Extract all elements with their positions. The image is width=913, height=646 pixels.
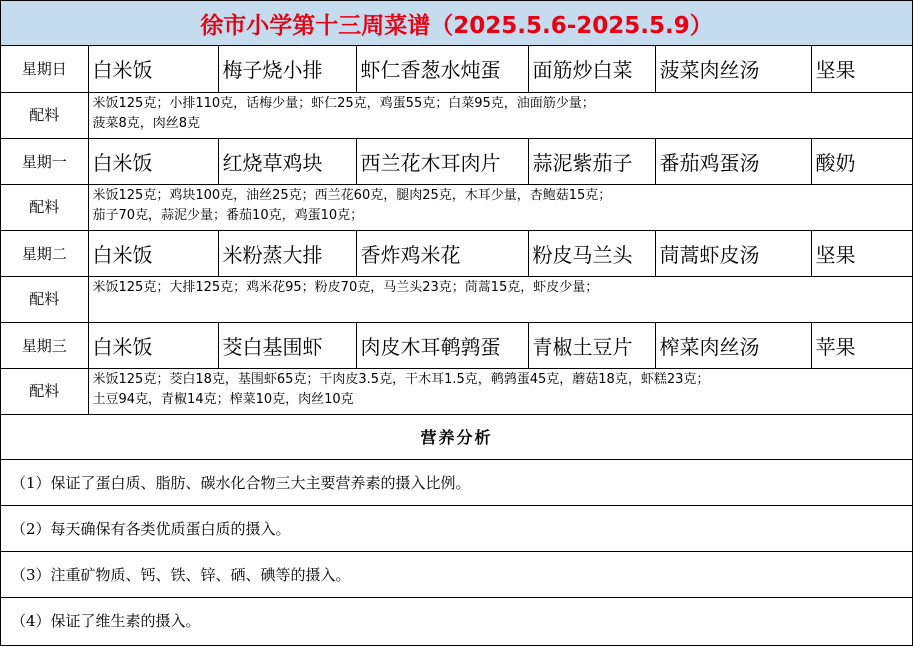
nutrition-row [1, 551, 912, 597]
dish-side-dish: 西兰花木耳肉片 [356, 138, 528, 184]
dish-side-dish: 虾仁香葱水炖蛋 [356, 46, 528, 92]
dish-row [1, 138, 912, 184]
ingredients-line: 茄子70克，蒜泥少量；番茄10克，鸡蛋10克； [92, 207, 364, 223]
ingredients-row [1, 184, 912, 230]
nutrition-row [1, 459, 912, 505]
nutrition-item: （2）每天确保有各类优质蛋白质的摄入。 [1, 505, 912, 551]
dish-row [1, 322, 912, 368]
menu-table [1, 46, 912, 643]
dish-staple: 白米饭 [88, 46, 218, 92]
day-label: 星期三 [1, 322, 88, 368]
dish-row [1, 46, 912, 92]
ingredients-label: 配料 [1, 368, 88, 414]
dish-main-dish: 米粉蒸大排 [218, 230, 356, 276]
dish-main-dish: 红烧草鸡块 [218, 138, 356, 184]
dish-soup: 番茄鸡蛋汤 [655, 138, 811, 184]
ingredients-line: 米饭125克；大排125克；鸡米花95；粉皮70克，马兰头23克；茼蒿15克，虾皮少量； [92, 279, 599, 295]
ingredients-line: 米饭125克；鸡块100克，油丝25克；西兰花60克，腿肉25克，木耳少量，杏鲍菇15克； [92, 187, 612, 203]
dish-soup: 菠菜肉丝汤 [655, 46, 811, 92]
dish-side-dish: 香炸鸡米花 [356, 230, 528, 276]
day-label: 星期二 [1, 230, 88, 276]
dish-vegetable: 青椒土豆片 [528, 322, 655, 368]
dish-vegetable: 粉皮马兰头 [528, 230, 655, 276]
ingredients-text [88, 368, 912, 414]
nutrition-heading-row [1, 414, 912, 459]
dish-extra: 坚果 [811, 230, 912, 276]
dish-extra: 坚果 [811, 46, 912, 92]
ingredients-line: 米饭125克；小排110克，话梅少量；虾仁25克，鸡蛋55克；白菜95克，油面筋少量； [92, 95, 595, 111]
nutrition-row [1, 505, 912, 551]
ingredients-text [88, 92, 912, 138]
dish-row [1, 230, 912, 276]
ingredients-line: 土豆94克，青椒14克；榨菜10克，肉丝10克 [92, 391, 354, 407]
nutrition-heading: 营养分析 [1, 414, 912, 459]
dish-main-dish: 梅子烧小排 [218, 46, 356, 92]
ingredients-line: 米饭125克；茭白18克，基围虾65克；干肉皮3.5克，干木耳1.5克，鹌鹑蛋45克，蘑菇18克，虾糕23克； [92, 371, 710, 387]
ingredients-row [1, 92, 912, 138]
nutrition-row [1, 597, 912, 643]
ingredients-label: 配料 [1, 276, 88, 322]
dish-extra: 酸奶 [811, 138, 912, 184]
dish-main-dish: 茭白基围虾 [218, 322, 356, 368]
dish-staple: 白米饭 [88, 138, 218, 184]
dish-vegetable: 面筋炒白菜 [528, 46, 655, 92]
dish-extra: 苹果 [811, 322, 912, 368]
ingredients-label: 配料 [1, 92, 88, 138]
ingredients-line: 菠菜8克，肉丝8克 [92, 115, 201, 131]
dish-soup: 榨菜肉丝汤 [655, 322, 811, 368]
dish-staple: 白米饭 [88, 322, 218, 368]
ingredients-label: 配料 [1, 184, 88, 230]
ingredients-text [88, 276, 912, 322]
dish-staple: 白米饭 [88, 230, 218, 276]
menu-title: 徐市小学第十三周菜谱（2025.5.6-2025.5.9） [1, 1, 912, 46]
day-label: 星期日 [1, 46, 88, 92]
ingredients-row [1, 276, 912, 322]
nutrition-item: （1）保证了蛋白质、脂肪、碳水化合物三大主要营养素的摄入比例。 [1, 459, 912, 505]
dish-vegetable: 蒜泥紫茄子 [528, 138, 655, 184]
ingredients-row [1, 368, 912, 414]
dish-side-dish: 肉皮木耳鹌鹑蛋 [356, 322, 528, 368]
nutrition-item: （4）保证了维生素的摄入。 [1, 597, 912, 643]
nutrition-item: （3）注重矿物质、钙、铁、锌、硒、碘等的摄入。 [1, 551, 912, 597]
dish-soup: 茼蒿虾皮汤 [655, 230, 811, 276]
ingredients-text [88, 184, 912, 230]
day-label: 星期一 [1, 138, 88, 184]
